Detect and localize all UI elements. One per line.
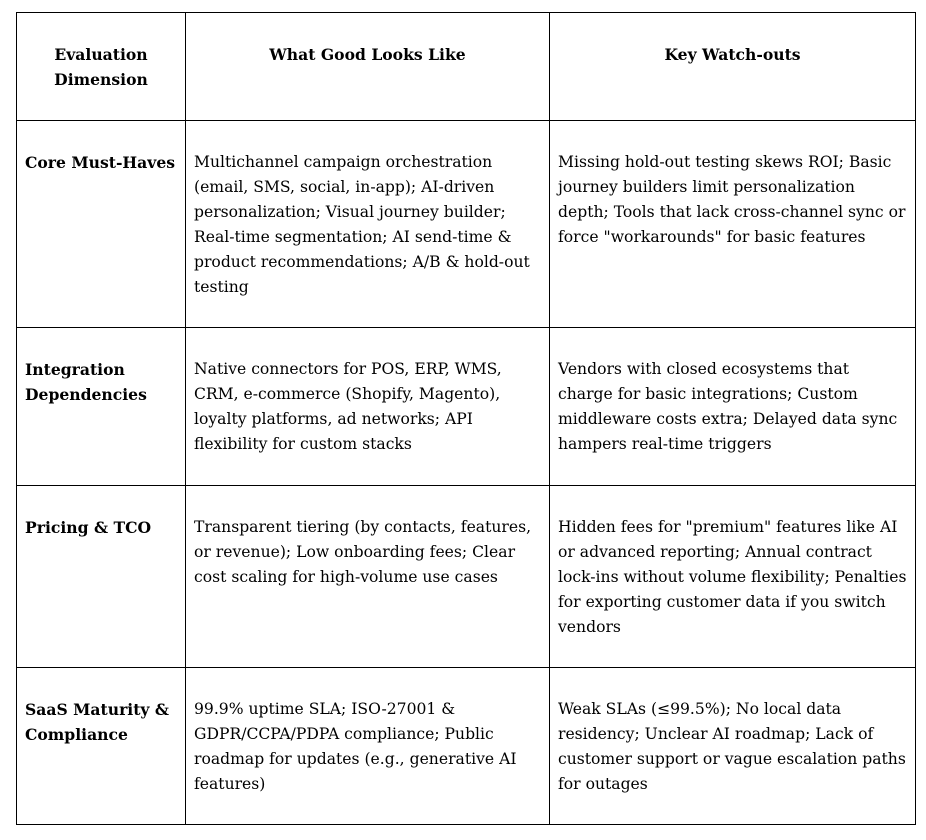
watchouts-cell: Missing hold-out testing skews ROI; Basic journey builders limit personalization depth; Tools that lack cross-channel sync or force "workarounds" for basic features xyxy=(550,121,916,328)
evaluation-table xyxy=(16,12,916,825)
dimension-cell: Pricing & TCO xyxy=(17,486,186,668)
good-cell: Native connectors for POS, ERP, WMS, CRM, e-commerce (Shopify, Magento), loyalty platforms, ad networks; API flexibility for custom stacks xyxy=(186,328,550,486)
dimension-cell: Core Must-Haves xyxy=(17,121,186,328)
table-row xyxy=(17,486,916,668)
header-what-good-looks-like: What Good Looks Like xyxy=(186,13,550,121)
good-cell: Transparent tiering (by contacts, features, or revenue); Low onboarding fees; Clear cost scaling for high-volume use cases xyxy=(186,486,550,668)
table-row xyxy=(17,121,916,328)
watchouts-cell: Vendors with closed ecosystems that charge for basic integrations; Custom middleware costs extra; Delayed data sync hampers real-time triggers xyxy=(550,328,916,486)
watchouts-cell: Weak SLAs (≤99.5%); No local data residency; Unclear AI roadmap; Lack of customer support or vague escalation paths for outages xyxy=(550,668,916,825)
table-header-row xyxy=(17,13,916,121)
dimension-cell: Integration Dependencies xyxy=(17,328,186,486)
table-row xyxy=(17,328,916,486)
watchouts-cell: Hidden fees for "premium" features like AI or advanced reporting; Annual contract lock-ins without volume flexibility; Penalties for exporting customer data if you switch vendors xyxy=(550,486,916,668)
dimension-cell: SaaS Maturity & Compliance xyxy=(17,668,186,825)
header-key-watch-outs: Key Watch-outs xyxy=(550,13,916,121)
good-cell: 99.9% uptime SLA; ISO-27001 & GDPR/CCPA/PDPA compliance; Public roadmap for updates (e.g., generative AI features) xyxy=(186,668,550,825)
header-evaluation-dimension: Evaluation Dimension xyxy=(17,13,186,121)
good-cell: Multichannel campaign orchestration (email, SMS, social, in-app); AI-driven personalization; Visual journey builder; Real-time segmentation; AI send-time & product recommendations; A/B & hold-out testing xyxy=(186,121,550,328)
table-row xyxy=(17,668,916,825)
